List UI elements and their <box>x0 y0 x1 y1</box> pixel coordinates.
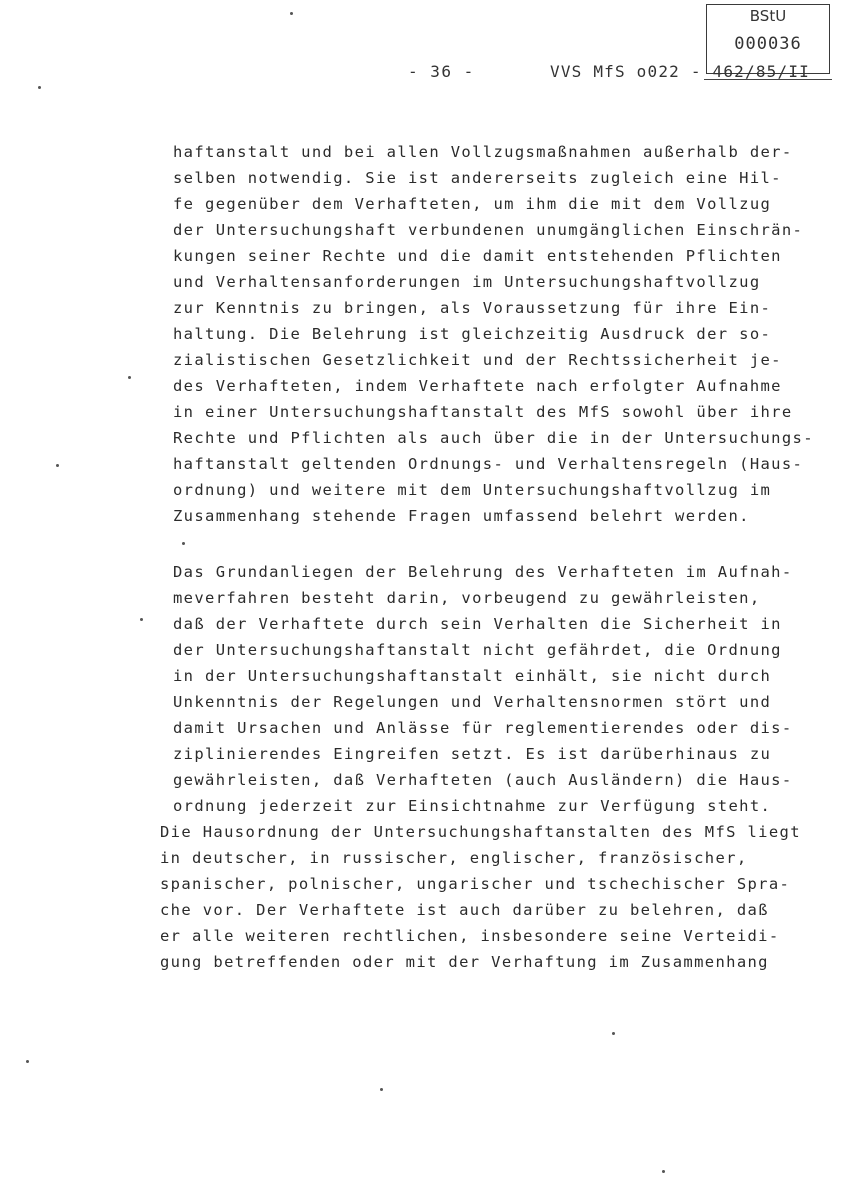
text-line: gung betreffenden oder mit der Verhaftung im Zusammenhang <box>160 953 769 971</box>
stamp-number: 000036 <box>734 34 802 54</box>
text-line: Zusammenhang stehende Fragen umfassend belehrt werden. <box>173 507 750 525</box>
text-line: gewährleisten, daß Verhafteten (auch Ausländern) die Haus- <box>173 771 793 789</box>
scan-speck <box>140 618 143 621</box>
scan-speck <box>662 1170 665 1173</box>
text-line: zialistischen Gesetzlichkeit und der Rechtssicherheit je- <box>173 351 782 369</box>
text-line: und Verhaltensanforderungen im Untersuchungshaftvollzug <box>173 273 761 291</box>
text-line: ordnung) und weitere mit dem Untersuchungshaftvollzug im <box>173 481 772 499</box>
text-line: der Untersuchungshaft verbundenen unumgänglichen Einschrän- <box>173 221 804 239</box>
text-line: in deutscher, in russischer, englischer, französischer, <box>160 849 748 867</box>
text-line: haltung. Die Belehrung ist gleichzeitig Ausdruck der so- <box>173 325 772 343</box>
text-line: daß der Verhaftete durch sein Verhalten die Sicherheit in <box>173 615 782 633</box>
text-line: haftanstalt und bei allen Vollzugsmaßnahmen außerhalb der- <box>173 143 793 161</box>
scan-speck <box>128 376 131 379</box>
text-line: Rechte und Pflichten als auch über die in der Untersuchungs- <box>173 429 814 447</box>
text-line: des Verhafteten, indem Verhaftete nach erfolgter Aufnahme <box>173 377 782 395</box>
text-line: Das Grundanliegen der Belehrung des Verhafteten im Aufnah- <box>173 563 793 581</box>
text-line: ordnung jederzeit zur Einsichtnahme zur Verfügung steht. <box>173 797 772 815</box>
text-line: che vor. Der Verhaftete ist auch darüber zu belehren, daß <box>160 901 769 919</box>
text-line: fe gegenüber dem Verhafteten, um ihm die mit dem Vollzug <box>173 195 772 213</box>
scan-speck <box>182 542 185 545</box>
text-line: meverfahren besteht darin, vorbeugend zu gewährleisten, <box>173 589 761 607</box>
text-line: zur Kenntnis zu bringen, als Voraussetzung für ihre Ein- <box>173 299 772 317</box>
text-line: ziplinierendes Eingreifen setzt. Es ist darüberhinaus zu <box>173 745 772 763</box>
text-line: Unkenntnis der Regelungen und Verhaltensnormen stört und <box>173 693 772 711</box>
text-line: Die Hausordnung der Untersuchungshaftanstalten des MfS liegt <box>160 823 801 841</box>
scan-speck <box>380 1088 383 1091</box>
scan-speck <box>56 464 59 467</box>
text-line: kungen seiner Rechte und die damit entstehenden Pflichten <box>173 247 782 265</box>
scan-speck <box>290 12 293 15</box>
stamp-label: BStU <box>749 7 787 25</box>
scan-speck <box>26 1060 29 1063</box>
text-line: er alle weiteren rechtlichen, insbesondere seine Verteidi- <box>160 927 780 945</box>
document-reference: VVS MfS o022 - 462/85/II <box>550 62 810 81</box>
text-line: selben notwendig. Sie ist andererseits zugleich eine Hil- <box>173 169 782 187</box>
text-line: in der Untersuchungshaftanstalt einhält, sie nicht durch <box>173 667 772 685</box>
text-line: der Untersuchungshaftanstalt nicht gefährdet, die Ordnung <box>173 641 782 659</box>
reference-underline <box>704 79 832 80</box>
text-line: damit Ursachen und Anlässe für reglementierendes oder dis- <box>173 719 793 737</box>
text-line: haftanstalt geltenden Ordnungs- und Verhaltensregeln (Haus- <box>173 455 804 473</box>
text-line: in einer Untersuchungshaftanstalt des MfS sowohl über ihre <box>173 403 793 421</box>
scan-speck <box>38 86 41 89</box>
scan-speck <box>612 1032 615 1035</box>
text-line: spanischer, polnischer, ungarischer und tschechischer Spra- <box>160 875 791 893</box>
page-number: - 36 - <box>408 62 475 81</box>
